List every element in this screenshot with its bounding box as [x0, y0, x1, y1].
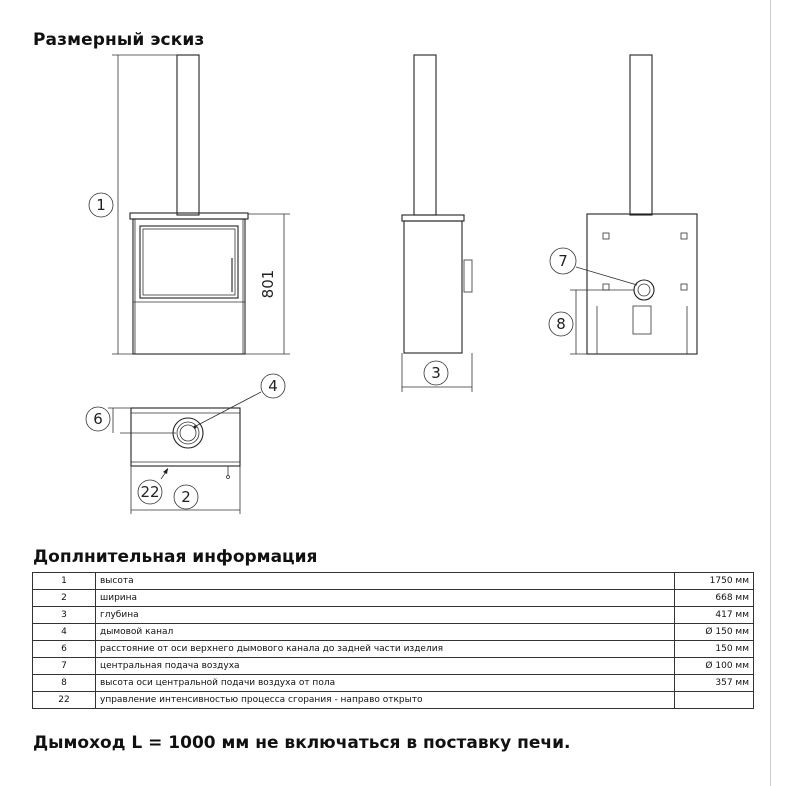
row-description: расстояние от оси верхнего дымового канала до задней части изделия	[96, 641, 675, 658]
row-value	[675, 692, 754, 709]
side-view	[402, 55, 472, 392]
callout-4: 4	[268, 377, 278, 395]
row-description: ширина	[96, 590, 675, 607]
row-number: 1	[33, 573, 96, 590]
row-description: управление интенсивностью процесса сгорания - направо открыто	[96, 692, 675, 709]
table-row	[33, 573, 754, 590]
row-number: 4	[33, 624, 96, 641]
table-row	[33, 624, 754, 641]
row-value: Ø 150 мм	[675, 624, 754, 641]
table-row	[33, 590, 754, 607]
callout-6: 6	[93, 410, 103, 428]
info-table	[32, 572, 754, 709]
footer-note: Дымоход L = 1000 мм не включаться в поставку печи.	[33, 733, 571, 753]
table-row	[33, 607, 754, 624]
callout-8: 8	[556, 315, 566, 333]
row-number: 7	[33, 658, 96, 675]
row-number: 8	[33, 675, 96, 692]
row-value: 1750 мм	[675, 573, 754, 590]
dim-801-label: 801	[259, 269, 277, 299]
callout-7: 7	[558, 252, 568, 270]
row-value: Ø 100 мм	[675, 658, 754, 675]
row-number: 3	[33, 607, 96, 624]
table-row	[33, 658, 754, 675]
row-description: высота	[96, 573, 675, 590]
top-view	[86, 374, 285, 514]
table-row	[33, 641, 754, 658]
rear-view	[549, 55, 697, 354]
callout-2: 2	[181, 488, 191, 506]
row-value: 417 мм	[675, 607, 754, 624]
row-number: 22	[33, 692, 96, 709]
sketch-title: Размерный эскиз	[33, 30, 205, 50]
row-number: 2	[33, 590, 96, 607]
row-description: центральная подача воздуха	[96, 658, 675, 675]
row-value: 150 мм	[675, 641, 754, 658]
table-row	[33, 675, 754, 692]
table-row	[33, 692, 754, 709]
row-description: высота оси центральной подачи воздуха от пола	[96, 675, 675, 692]
callout-22: 22	[140, 483, 160, 501]
row-description: глубина	[96, 607, 675, 624]
callout-1: 1	[96, 196, 106, 214]
page-divider	[770, 0, 771, 786]
front-view	[89, 55, 290, 354]
row-number: 6	[33, 641, 96, 658]
info-title: Доплнительная информация	[33, 547, 318, 567]
row-value: 668 мм	[675, 590, 754, 607]
row-value: 357 мм	[675, 675, 754, 692]
callout-3: 3	[431, 364, 441, 382]
row-description: дымовой канал	[96, 624, 675, 641]
